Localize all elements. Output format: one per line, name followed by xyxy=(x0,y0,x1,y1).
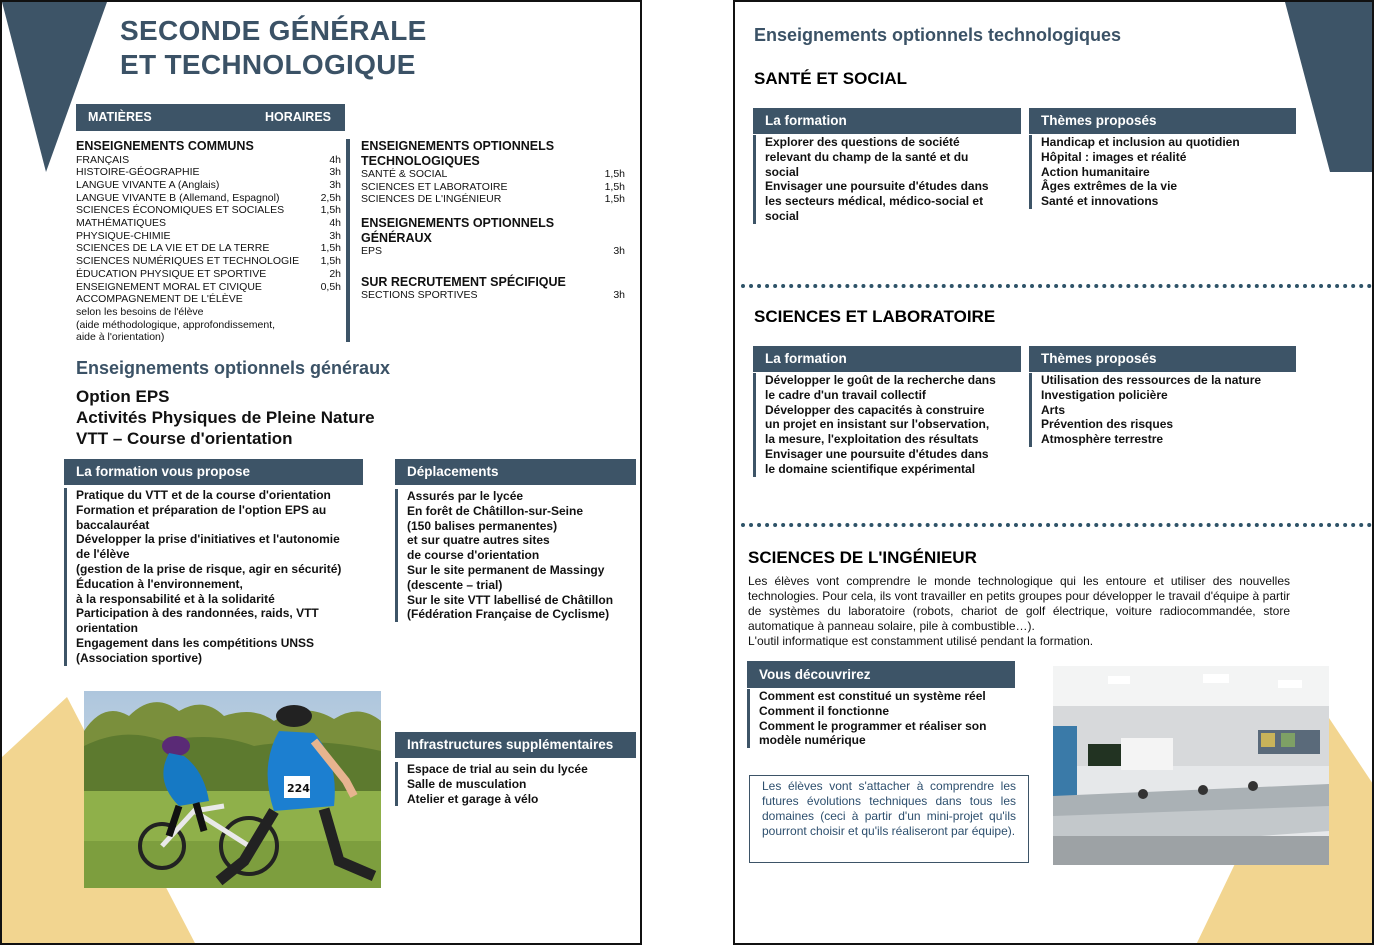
common-subjects xyxy=(76,139,341,344)
list-item: Formation et préparation de l'option EPS au xyxy=(76,502,327,517)
schedule-row xyxy=(76,204,341,217)
decouvrir-list xyxy=(747,689,986,748)
list-item: Hôpital : images et réalité xyxy=(1041,149,1187,164)
schedule-row xyxy=(76,242,341,255)
sante-formation-list xyxy=(753,135,989,224)
infrastructures-list xyxy=(395,762,588,806)
subject-hours: 4h xyxy=(329,217,341,230)
subject-hours: 3h xyxy=(613,245,625,258)
inge-paragraph xyxy=(748,574,1290,649)
page-right xyxy=(733,0,1374,945)
subject-hours: 1,5h xyxy=(604,193,625,206)
inge-para-1: Les élèves vont comprendre le monde technologique qui les entoure et utiliser des nouvelles technologies. Pour cela, ils vont travailler en petits groupes pour développer le travail d'équipe à partir de systèmes du laboratoire (robots, chariot de golf électrique, voiture radiocommandée, store automatique à panneau solaire, pile à combustible…). xyxy=(748,574,1290,633)
list-item: Développer des capacités à construire xyxy=(765,402,985,417)
list-item: de l'élève xyxy=(76,547,130,562)
list-item: Sur le site VTT labellisé de Châtillon xyxy=(407,592,614,607)
accompaniment-line: aide à l'orientation) xyxy=(76,331,165,344)
page-title: SECONDE GÉNÉRALE ET TECHNOLOGIQUE xyxy=(120,15,427,80)
schedule-header xyxy=(76,104,345,131)
sante-themes-header: Thèmes proposés xyxy=(1029,108,1296,134)
schedule-row xyxy=(361,193,625,206)
schedule-row xyxy=(76,154,341,167)
list-item: de course d'orientation xyxy=(407,548,540,563)
list-item: Explorer des questions de société xyxy=(765,135,960,149)
subject-label: HISTOIRE-GÉOGRAPHIE xyxy=(76,166,200,179)
option-line: Activités Physiques de Pleine Nature xyxy=(76,408,375,427)
specific-rows xyxy=(361,289,625,302)
common-subjects-rows xyxy=(76,154,341,294)
schedule-row xyxy=(361,168,625,181)
infrastructures-header: Infrastructures supplémentaires xyxy=(395,732,636,758)
labo-themes-list xyxy=(1029,373,1261,447)
section-separator-2 xyxy=(741,523,1372,527)
subject-label: SCIENCES ÉCONOMIQUES ET SOCIALES xyxy=(76,204,285,217)
schedule-divider xyxy=(346,139,350,342)
list-item: (Association sportive) xyxy=(76,650,203,665)
photo-bib-number: 224 xyxy=(287,782,310,795)
list-item: les secteurs médical, médico-social et xyxy=(765,194,984,209)
subject-label: LANGUE VIVANTE A (Anglais) xyxy=(76,178,220,191)
formation-list xyxy=(64,488,341,666)
deplacements-list xyxy=(395,489,613,622)
list-item: un projet en insistant sur l'observation, xyxy=(765,417,990,432)
common-subjects-heading: ENSEIGNEMENTS COMMUNS xyxy=(76,139,254,153)
list-item: à la responsabilité et à la solidarité xyxy=(76,591,275,606)
sante-title: SANTÉ ET SOCIAL xyxy=(754,69,908,88)
accompaniment-line: ACCOMPAGNEMENT DE L'ÉLÈVE xyxy=(76,293,243,306)
labo-formation-list xyxy=(753,373,996,477)
list-item: Atmosphère terrestre xyxy=(1041,432,1164,447)
list-item: (gestion de la prise de risque, agir en sécurité) xyxy=(76,561,342,576)
list-item: social xyxy=(765,164,800,179)
list-item: Handicap et inclusion au quotidien xyxy=(1041,135,1240,149)
accompaniment-line: selon les besoins de l'élève xyxy=(76,305,204,318)
subject-label: SECTIONS SPORTIVES xyxy=(361,289,478,302)
subject-label: SCIENCES DE L'INGÉNIEUR xyxy=(361,193,502,206)
schedule-row xyxy=(361,245,625,258)
list-item: (Fédération Française de Cyclisme) xyxy=(407,607,610,622)
schedule-row xyxy=(76,268,341,281)
list-item: baccalauréat xyxy=(76,517,150,532)
subjects-column-header: MATIÈRES xyxy=(88,110,152,124)
hours-column-header: HORAIRES xyxy=(265,110,331,124)
subject-label: MATHÉMATIQUES xyxy=(76,217,167,230)
list-item: Comment est constitué un système réel xyxy=(759,689,986,703)
subject-hours: 2h xyxy=(329,267,341,280)
schedule-row xyxy=(361,289,625,302)
list-item: Salle de musculation xyxy=(407,776,527,791)
subject-hours: 1,5h xyxy=(320,255,341,268)
list-item: Âges extrêmes de la vie xyxy=(1041,179,1178,194)
subject-label: EPS xyxy=(361,245,383,258)
subject-hours: 1,5h xyxy=(320,242,341,255)
opt-gen-heading: ENSEIGNEMENTS OPTIONNELS GÉNÉRAUX xyxy=(361,216,555,245)
list-item: Espace de trial au sein du lycée xyxy=(407,762,588,776)
schedule-row xyxy=(361,181,625,194)
list-item: Arts xyxy=(1041,402,1066,417)
labo-formation-header: La formation xyxy=(753,346,1021,372)
list-item: Utilisation des ressources de la nature xyxy=(1041,373,1262,387)
option-line: Option EPS xyxy=(76,387,170,406)
subject-label: LANGUE VIVANTE B (Allemand, Espagnol) xyxy=(76,191,280,204)
schedule-row xyxy=(76,179,341,192)
subject-hours: 4h xyxy=(329,153,341,166)
accompaniment-line: (aide méthodologique, approfondissement, xyxy=(76,318,276,331)
labo-themes-header: Thèmes proposés xyxy=(1029,346,1296,372)
subject-label: ENSEIGNEMENT MORAL ET CIVIQUE xyxy=(76,280,262,293)
list-item: modèle numérique xyxy=(759,733,866,748)
list-item: Sur le site permanent de Massingy xyxy=(407,562,605,577)
opt-tech-rows xyxy=(361,168,625,206)
inge-para-2: L'outil informatique est constamment utilisé pendant la formation. xyxy=(748,634,1094,648)
list-item: Comment il fonctionne xyxy=(759,703,889,718)
sante-formation-header: La formation xyxy=(753,108,1021,134)
list-item: Envisager une poursuite d'études dans xyxy=(765,446,989,461)
list-item: Développer le goût de la recherche dans xyxy=(765,373,996,387)
list-item: Participation à des randonnées, raids, VTT xyxy=(76,606,319,621)
subject-hours: 1,5h xyxy=(604,168,625,180)
list-item: Prévention des risques xyxy=(1041,417,1174,432)
top-right-triangle-decoration xyxy=(1280,2,1374,177)
mini-project-box: Les élèves vont s'attacher à comprendre les futures évolutions techniques dans tous les domaines (ceci à partir d'un mini-projet qu'ils pourront choisir et qu'ils réaliseront par équipe). xyxy=(749,775,1029,863)
subject-hours: 3h xyxy=(613,289,625,302)
subject-hours: 2,5h xyxy=(320,191,341,204)
opt-gen-rows xyxy=(361,245,625,258)
list-item: Santé et innovations xyxy=(1041,194,1159,209)
subject-label: FRANÇAIS xyxy=(76,153,130,166)
page-left xyxy=(0,0,642,945)
schedule-row xyxy=(76,281,341,294)
schedule-row xyxy=(76,217,341,230)
sports-photo xyxy=(84,691,381,888)
subject-label: SCIENCES NUMÉRIQUES ET TECHNOLOGIE xyxy=(76,255,300,268)
subject-hours: 3h xyxy=(329,166,341,179)
list-item: la mesure, l'exploitation des résultats xyxy=(765,432,979,447)
list-item: Pratique du VTT et de la course d'orientation xyxy=(76,488,331,502)
deplacements-header: Déplacements xyxy=(395,459,636,485)
option-line: VTT – Course d'orientation xyxy=(76,429,293,448)
list-item: le domaine scientifique expérimental xyxy=(765,461,976,476)
list-item: Développer la prise d'initiatives et l'autonomie xyxy=(76,532,340,547)
sante-themes-list xyxy=(1029,135,1240,209)
subject-hours: 3h xyxy=(329,178,341,191)
schedule-row xyxy=(76,166,341,179)
optional-subjects xyxy=(361,139,625,302)
list-item: le cadre d'un travail collectif xyxy=(765,387,926,402)
decouvrir-header: Vous découvrirez xyxy=(747,661,1015,688)
opt-tech-heading: ENSEIGNEMENTS OPTIONNELS xyxy=(361,139,555,153)
subject-hours: 1,5h xyxy=(320,204,341,217)
subject-label: SCIENCES DE LA VIE ET DE LA TERRE xyxy=(76,242,270,255)
specific-heading: SUR RECRUTEMENT SPÉCIFIQUE xyxy=(361,274,566,289)
subject-label: PHYSIQUE-CHIMIE xyxy=(76,229,171,242)
list-item: relevant du champ de la santé et du xyxy=(765,149,969,164)
formation-header: La formation vous propose xyxy=(64,459,363,485)
subject-hours: 3h xyxy=(329,229,341,242)
section-separator xyxy=(741,284,1372,288)
subject-label: ÉDUCATION PHYSIQUE ET SPORTIVE xyxy=(76,267,267,280)
list-item: Comment le programmer et réaliser son xyxy=(759,718,987,733)
list-item: (descente – trial) xyxy=(407,577,503,592)
optional-general-title: Enseignements optionnels généraux xyxy=(76,358,391,378)
list-item: Engagement dans les compétitions UNSS xyxy=(76,635,315,650)
subject-hours: 0,5h xyxy=(320,280,341,293)
list-item: orientation xyxy=(76,621,138,636)
labo-title: SCIENCES ET LABORATOIRE xyxy=(754,307,996,326)
opt-tech-heading-2: TECHNOLOGIQUES xyxy=(361,153,480,168)
list-item: Action humanitaire xyxy=(1041,164,1150,179)
schedule-row xyxy=(76,230,341,243)
schedule-row xyxy=(76,255,341,268)
subject-hours: 1,5h xyxy=(604,180,625,193)
list-item: social xyxy=(765,208,800,223)
list-item: Assurés par le lycée xyxy=(407,489,524,503)
subject-label: SANTÉ & SOCIAL xyxy=(361,168,448,180)
list-item: (150 balises permanentes) xyxy=(407,518,558,533)
list-item: Investigation policière xyxy=(1041,387,1168,402)
laboratory-photo xyxy=(1053,666,1329,865)
list-item: En forêt de Châtillon-sur-Seine xyxy=(407,503,584,518)
inge-title: SCIENCES DE L'INGÉNIEUR xyxy=(748,548,977,567)
option-lines xyxy=(76,386,375,449)
tech-options-heading: Enseignements optionnels technologiques xyxy=(754,25,1122,45)
accompaniment-text xyxy=(76,293,341,344)
list-item: Éducation à l'environnement, xyxy=(76,576,243,591)
subject-label: SCIENCES ET LABORATOIRE xyxy=(361,180,508,193)
list-item: Atelier et garage à vélo xyxy=(407,791,539,806)
list-item: Envisager une poursuite d'études dans xyxy=(765,179,989,194)
list-item: et sur quatre autres sites xyxy=(407,533,550,548)
schedule-row xyxy=(76,192,341,205)
